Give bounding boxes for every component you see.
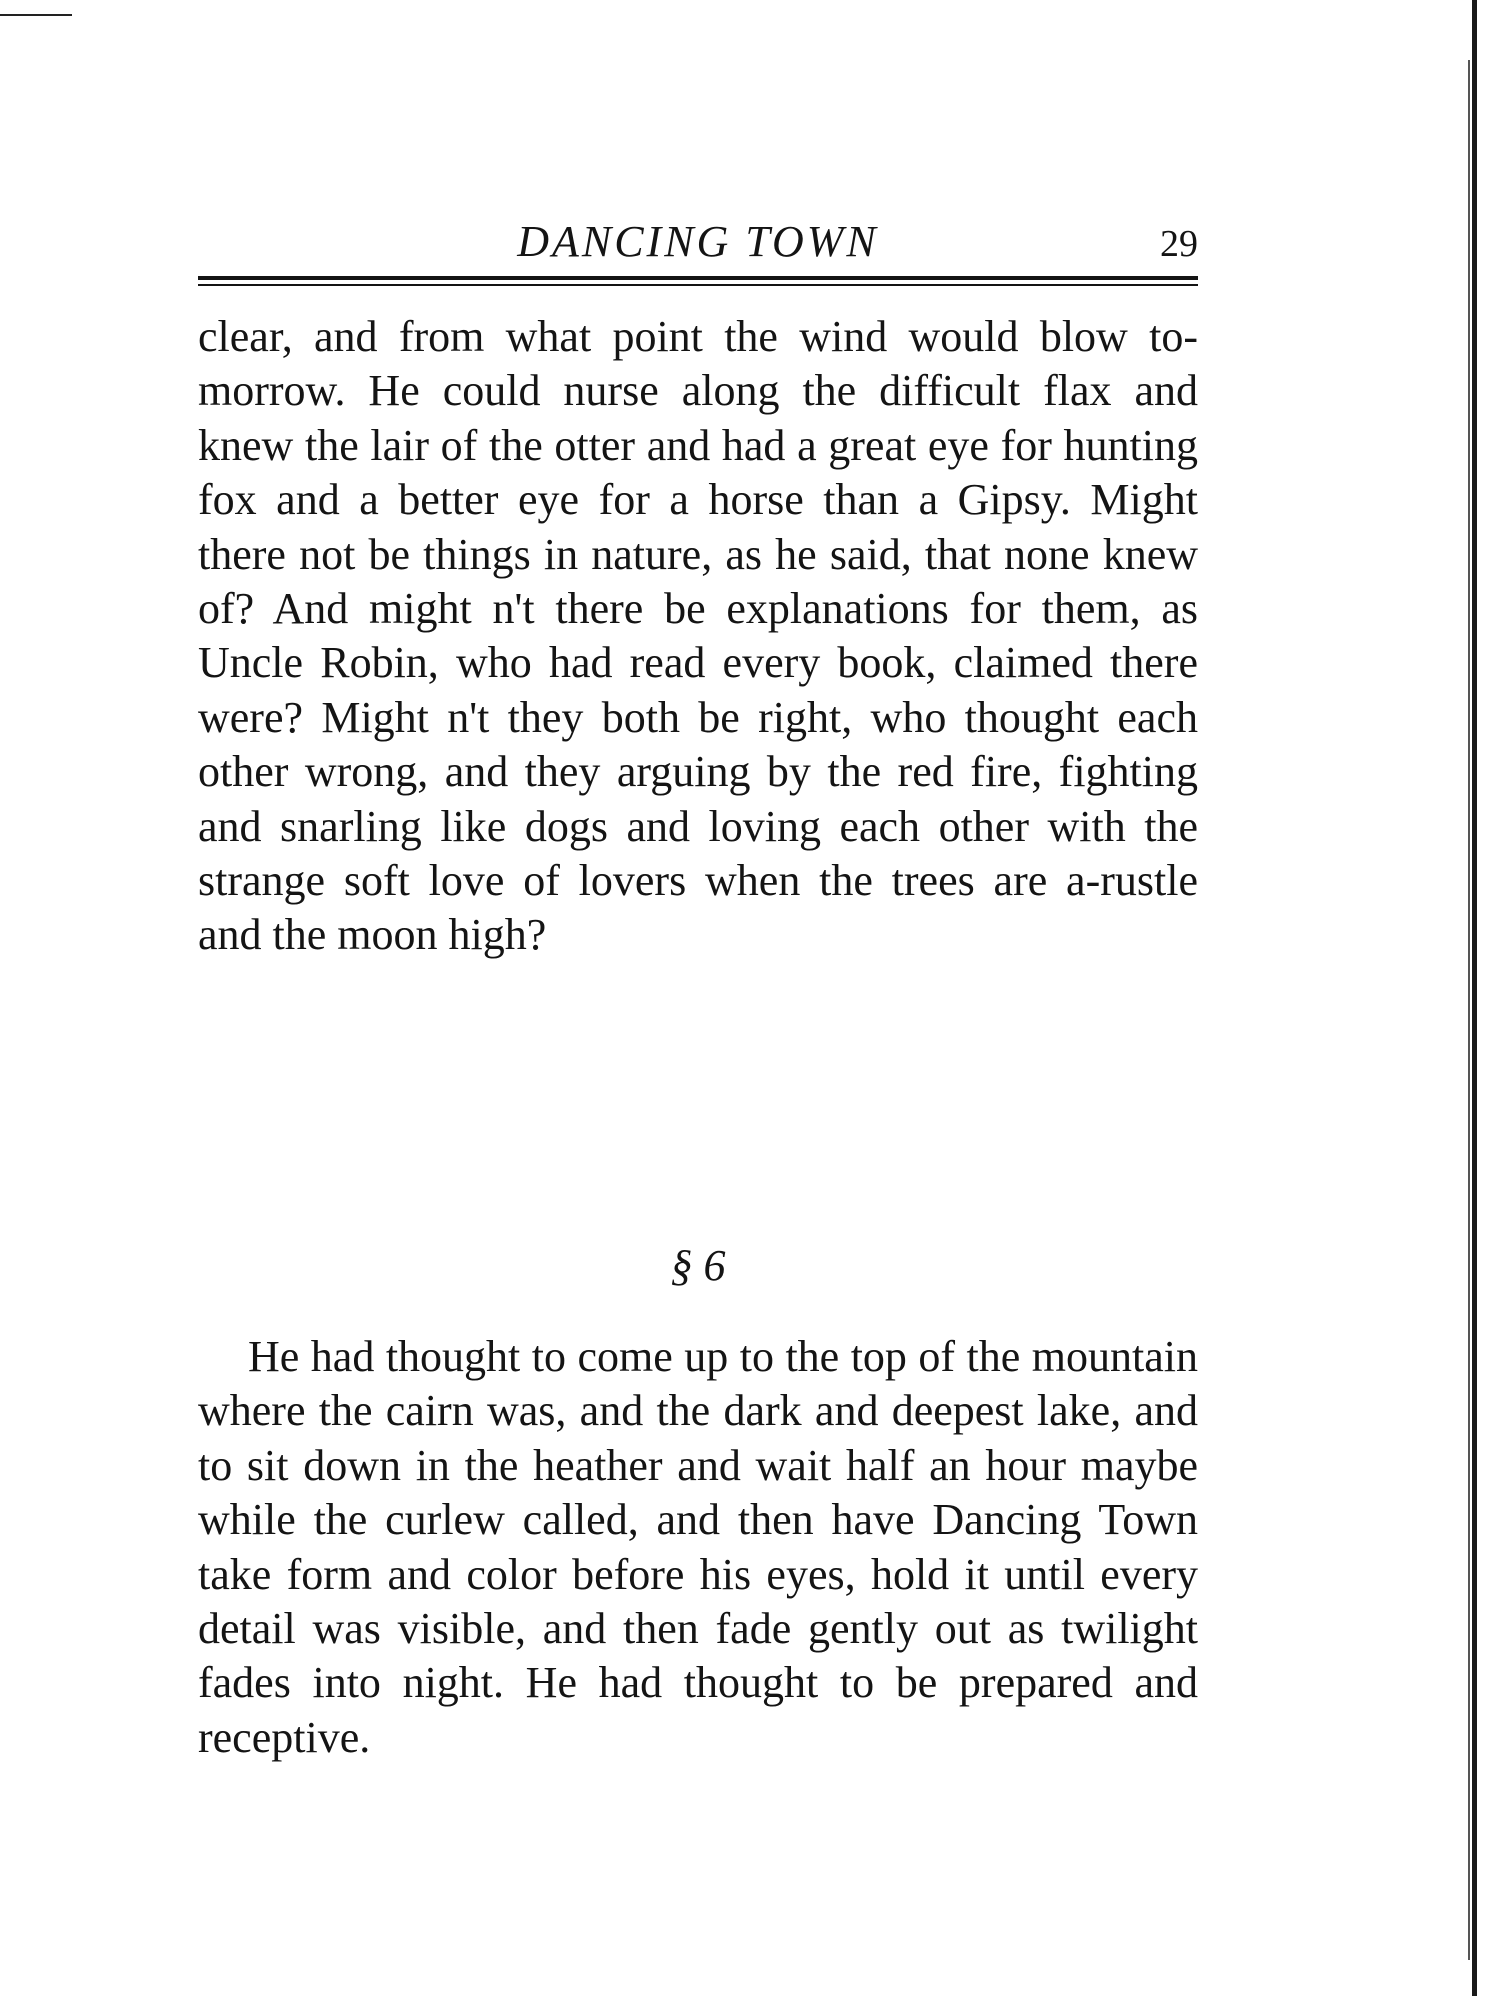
page-edge-line [1468,60,1470,1960]
running-title: DANCING TOWN [517,217,879,266]
header-rule-thin [198,284,1198,286]
section-heading: § 6 [670,1241,726,1290]
scan-corner-mark [0,14,72,16]
paragraph-section-opening: He had thought to come up to the top of the mountain where the cairn was, and the dark and deepest lake, and to sit down in the heather and wait half an hour maybe while the curlew called, and then have Dancing Town take form and color before his eyes, hold it until every detail was visible, and then fade gently out as twilight fades into night. He had thought to be prepared and receptive. [198,1332,1198,1762]
book-page [198,210,1198,1762]
page-edge-shadow [1472,0,1477,1996]
header-rule-thick [198,276,1198,280]
paragraph-continued: clear, and from what point the wind would blow to-morrow. He could nurse along the difficult flax and knew the lair of the otter and had a great eye for hunting fox and a better eye for a horse than a Gipsy. Might there not be things in nature, as he said, that none knew of? And might n't there be explanations for them, as Uncle Robin, who had read every book, claimed there were? Might n't they both be right, who thought each other wrong, and they arguing by the red fire, fighting and snarling like dogs and loving each other with the strange soft love of lovers when the trees are a-rustle and the moon high? [198,312,1198,960]
running-head [198,210,1198,270]
page-number: 29 [1160,223,1198,265]
